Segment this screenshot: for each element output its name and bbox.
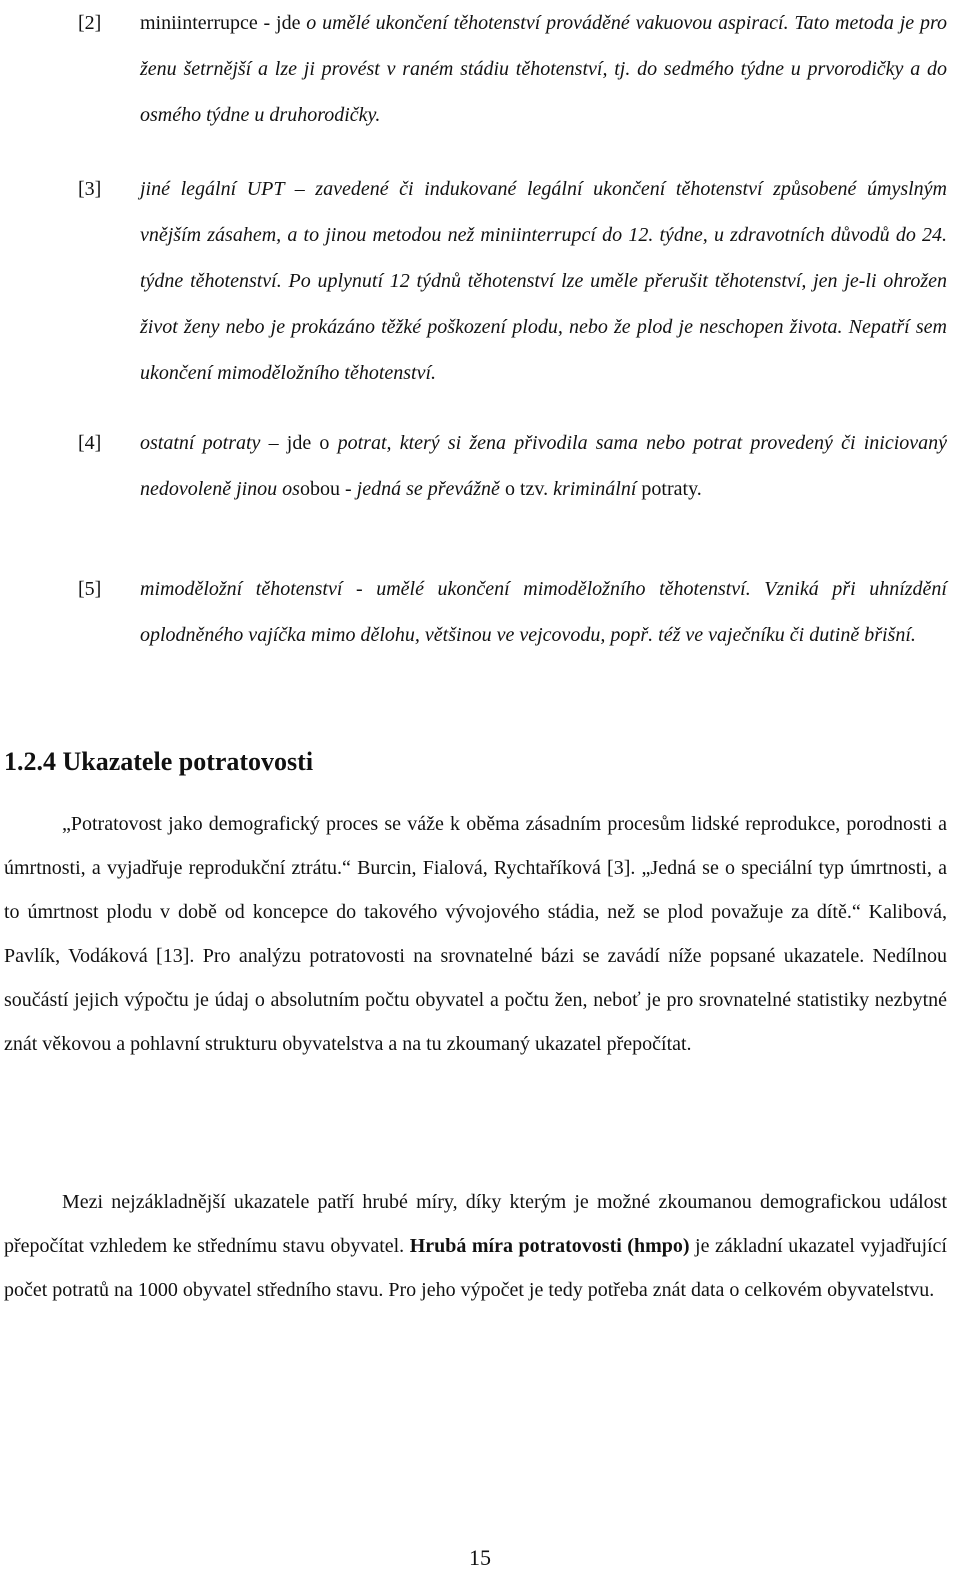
text-run: mimoděložní těhotenství - umělé ukončení mimoděložního těhotenství. Vzniká při uhnízdění oplodněného vajíčka mimo dělohu, většinou ve vejcovodu, popř. též ve vaječníku či dutině břišní.: [140, 578, 947, 646]
text-run: kriminální: [553, 478, 637, 500]
text-run: miniinterrupce - jde: [140, 12, 307, 34]
text-run: potraty.: [636, 478, 702, 500]
list-item-number: [5]: [78, 578, 102, 600]
paragraph-2: [4, 1180, 947, 1312]
text-run: o tzv.: [504, 478, 554, 500]
text-run: o umělé ukončení těhotenství prováděné vakuovou aspirací. Tato metoda je pro ženu šetrnější a lze ji provést v raném stádiu těhotenství, tj. do sedmého týdne u prvorodičky a do osmého týdne u druhorodičky.: [140, 12, 948, 126]
paragraph-1: [4, 802, 947, 1066]
text-run: jiné legální UPT – zavedené či indukované legální ukončení těhotenství způsobené úmyslným vnějším zásahem, a to jinou metodou než miniinterrupcí do 12. týdne, u zdravotních důvodů do 24. týdne těhotenství. Po uplynutí 12 týdnů těhotenství lze uměle přerušit těhotenství, jen je-li ohrožen život ženy nebo je prokázáno těžké poškození plodu, nebo že plod je neschopen života. Nepatří sem ukončení mimoděložního těhotenství.: [140, 178, 947, 384]
text-run: obou -: [299, 478, 357, 500]
list-item-text: [140, 166, 947, 396]
text-run: je základní ukazatel vyjadřující počet potratů na 1000 obyvatel středního stavu. Pro jeho výpočet je tedy potřeba znát data o celkovém obyvatelstvu.: [4, 1235, 947, 1301]
text-run: ostatní potraty –: [140, 432, 287, 454]
page-number: 15: [469, 1545, 491, 1570]
list-item-number: [2]: [78, 12, 102, 34]
text-run: potrat, který si žena přivodila sama nebo potrat provedený či iniciovaný nedovoleně jinou os: [140, 432, 948, 500]
list-item-number: [3]: [78, 178, 102, 200]
list-item-number: [4]: [78, 432, 102, 454]
text-run: jedná se převážně: [356, 478, 505, 500]
text-run: jde o: [286, 432, 338, 454]
text-run: Mezi nejzákladnější ukazatele patří hrubé míry, díky kterým je možné zkoumanou demografickou událost přepočítat vzhledem ke střednímu stavu obyvatel.: [4, 1191, 947, 1257]
list-item-text: [140, 420, 947, 512]
list-item-text: [140, 566, 947, 658]
section-heading: 1.2.4 Ukazatele potratovosti: [4, 747, 314, 776]
bold-term: Hrubá míra potratovosti (hmpo): [409, 1235, 690, 1257]
text-run: „Potratovost jako demografický proces se váže k oběma zásadním procesům lidské reprodukce, porodnosti a úmrtnosti, a vyjadřuje reprodukční ztrátu.“ Burcin, Fialová, Rychtaříková [3]. „Jedná se o speciální typ úmrtnosti, a to úmrtnost plodu v době od koncepce do takového vývojového stádia, než se plod považuje za dítě.“ Kalibová, Pavlík, Vodáková [13]. Pro analýzu potratovosti na srovnatelné bázi se zavádí níže popsané ukazatele. Nedílnou součástí jejich výpočtu je údaj o absolutním počtu obyvatel a počtu žen, neboť je pro srovnatelné statistiky nezbytné znát věkovou a pohlavní strukturu obyvatelstva a na tu zkoumaný ukazatel přepočítat.: [4, 813, 947, 1055]
list-item-text: [140, 0, 947, 138]
